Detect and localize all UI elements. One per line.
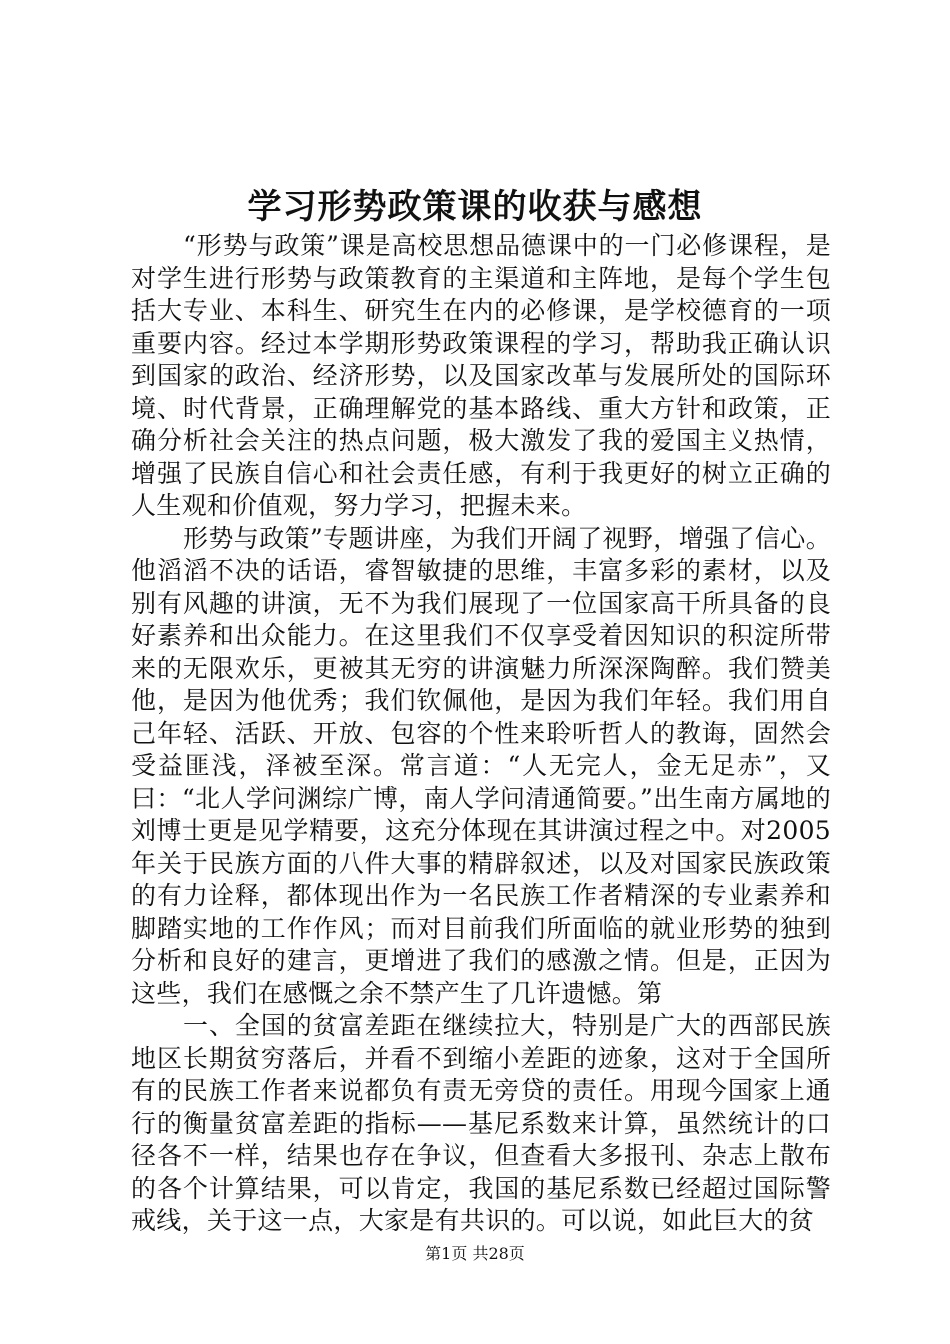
paragraph-3: 一、全国的贫富差距在继续拉大，特别是广大的西部民族地区长期贫穷落后，并看不到缩小差距的迹象，这对于全国所有的民族工作者来说都负有责无旁贷的责任。用现今国家上通行的衡量贫富差距的指标——基尼系数来计算，虽然统计的口径各不一样，结果也存在争议，但查看大多报刊、杂志上散布的各个计算结果，可以肯定，我国的基尼系数已经超过国际警戒线，关于这一点，大家是有共识的。可以说，如此巨大的贫 [131,1011,831,1235]
document-title: 学习形势政策课的收获与感想 [247,187,703,227]
paragraph-1: “形势与政策”课是高校思想品德课中的一门必修课程，是对学生进行形势与政策教育的主渠道和主阵地，是每个学生包括大专业、本科生、研究生在内的必修课，是学校德育的一项重要内容。经过本学期形势政策课程的学习，帮助我正确认识到国家的政治、经济形势，以及国家改革与发展所处的国际环境、时代背景，正确理解党的基本路线、重大方针和政策，正确分析社会关注的热点问题，极大激发了我的爱国主义热情，增强了民族自信心和社会责任感，有利于我更好的树立正确的人生观和价值观，努力学习，把握未来。 [131,231,831,520]
document-body [131,230,831,1238]
paragraph-2: 形势与政策”专题讲座，为我们开阔了视野，增强了信心。他滔滔不决的话语，睿智敏捷的思维，丰富多彩的素材，以及别有风趣的讲演，无不为我们展现了一位国家高干所具备的良好素养和出众能力。在这里我们不仅享受着因知识的积淀所带来的无限欢乐，更被其无穷的讲演魅力所深深陶醉。我们赞美他，是因为他优秀；我们钦佩他，是因为我们年轻。我们用自己年轻、活跃、开放、包容的个性来聆听哲人的教诲，固然会受益匪浅，泽被至深。常言道：“人无完人，金无足赤”，又曰：“北人学问渊综广博，南人学问清通简要。”出生南方属地的刘博士更是见学精要，这充分体现在其讲演过程之中。对2005年关于民族方面的八件大事的精辟叙述，以及对国家民族政策的有力诠释，都体现出作为一名民族工作者精深的专业素养和脚踏实地的工作作风；而对目前我们所面临的就业形势的独到分析和良好的建言，更增进了我们的感激之情。但是，正因为这些，我们在感慨之余不禁产生了几许遗憾。第 [131,523,831,1008]
page-number-footer: 第1页 共28页 [425,1244,525,1263]
